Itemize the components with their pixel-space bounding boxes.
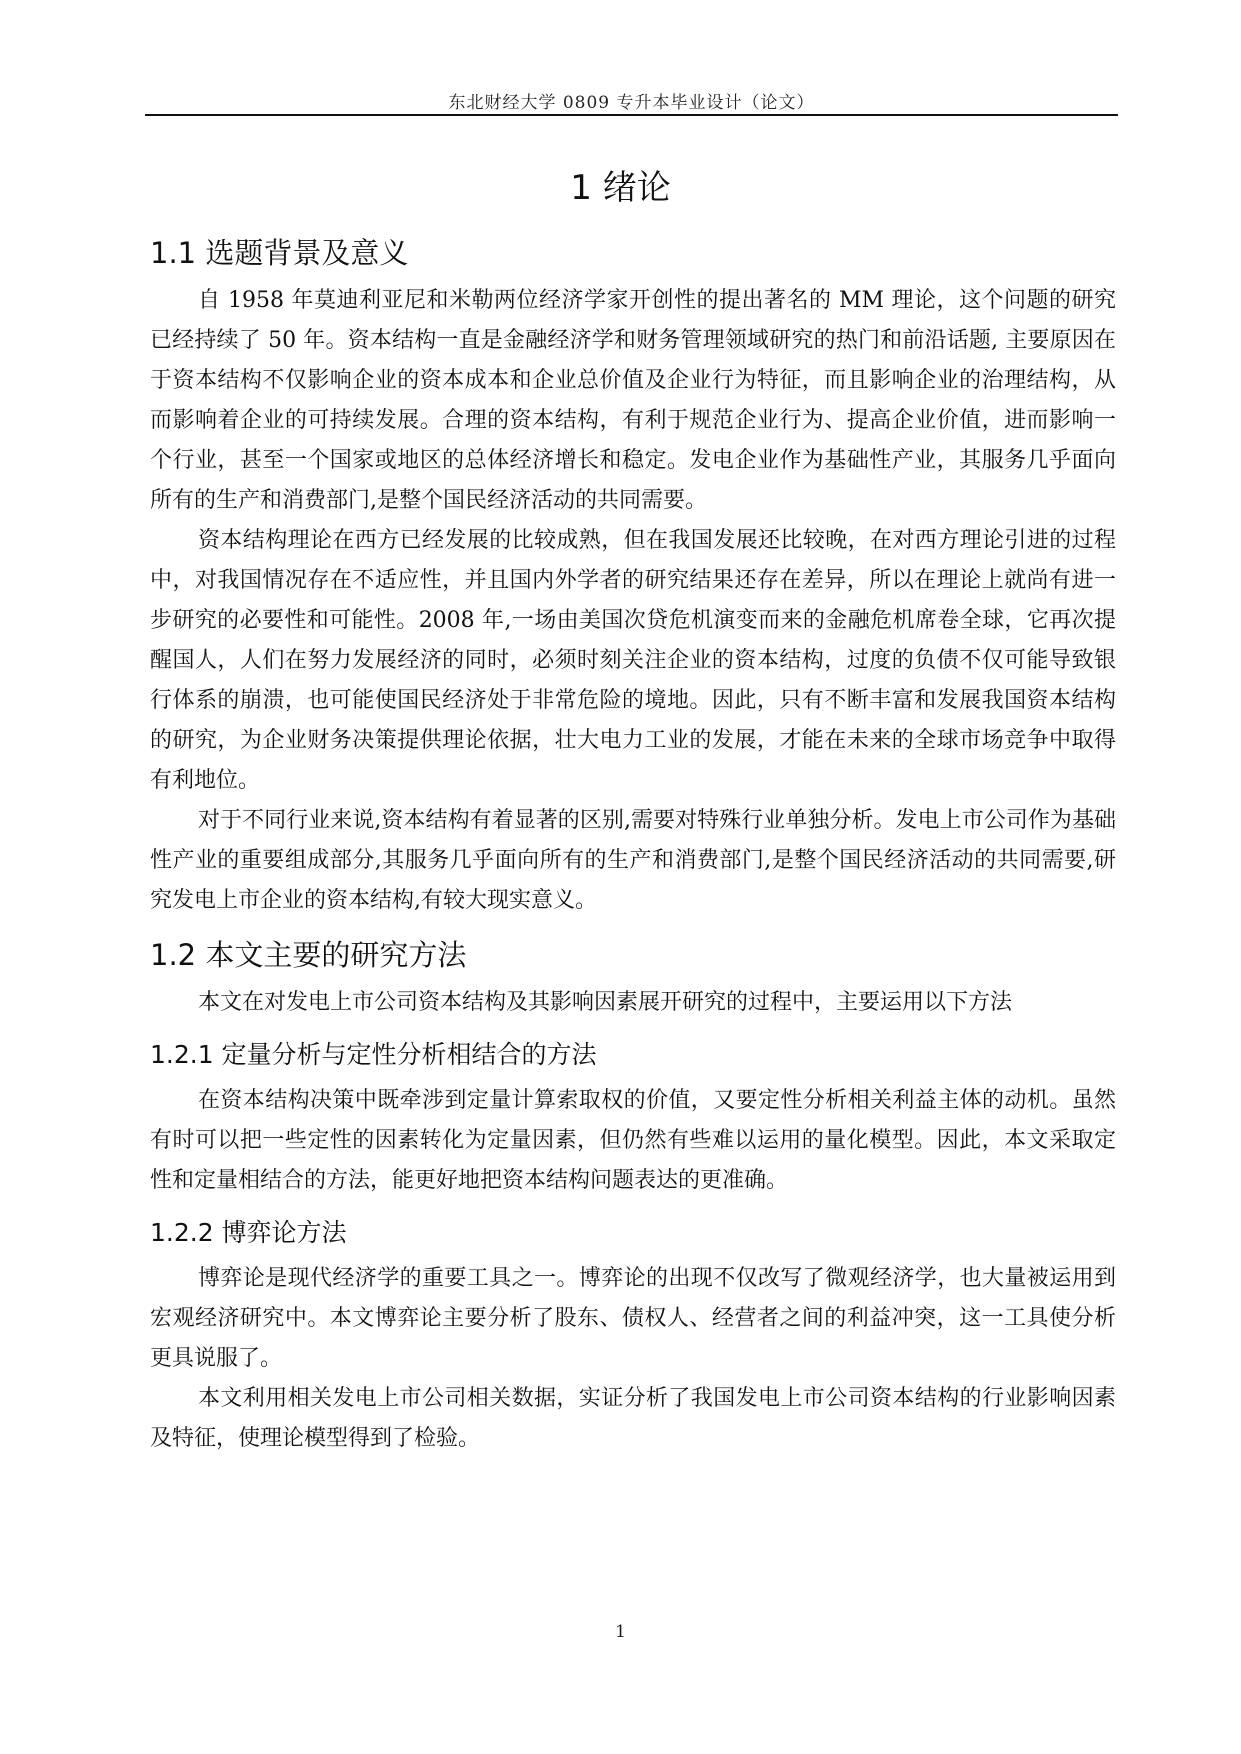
paragraph: 本文利用相关发电上市公司相关数据，实证分析了我国发电上市公司资本结构的行业影响因素及特征，使理论模型得到了检验。 <box>150 1386 1116 1451</box>
section-heading-1-2: 1.2 本文主要的研究方法 <box>150 938 467 972</box>
paragraph: 本文在对发电上市公司资本结构及其影响因素展开研究的过程中，主要运用以下方法 <box>198 990 1013 1015</box>
paragraph: 自 1958 年莫迪利亚尼和米勒两位经济学家开创性的提出著名的 MM 理论，这个问题的研究已经持续了 50 年。资本结构一直是金融经济学和财务管理领域研究的热门和前沿话题, 主要原因在于资本结构不仅影响企业的资本成本和企业总价值及企业行为特征，而且影响企业的治理结构，从而影响着企业的可持续发展。合理的资本结构，有利于规范企业行为、提高企业价值，进而影响一个行业，甚至一个国家或地区的总体经济增长和稳定。发电企业作为基础性产业，其服务几乎面向所有的生产和消费部门,是整个国民经济活动的共同需要。 <box>150 288 1116 513</box>
section-heading-1-1: 1.1 选题背景及意义 <box>150 236 409 270</box>
page-number: 1 <box>615 1622 626 1642</box>
header-rule <box>145 114 1118 116</box>
paragraph: 博弈论是现代经济学的重要工具之一。博弈论的出现不仅改写了微观经济学，也大量被运用到宏观经济研究中。本文博弈论主要分析了股东、债权人、经营者之间的利益冲突，这一工具使分析更具说服了。 <box>150 1266 1116 1371</box>
paragraph: 在资本结构决策中既牵涉到定量计算索取权的价值，又要定性分析相关利益主体的动机。虽然有时可以把一些定性的因素转化为定量因素，但仍然有些难以运用的量化模型。因此，本文采取定性和定量相结合的方法，能更好地把资本结构问题表达的更准确。 <box>150 1088 1116 1193</box>
chapter-title: 1 绪论 <box>570 168 671 208</box>
paragraph: 资本结构理论在西方已经发展的比较成熟，但在我国发展还比较晚，在对西方理论引进的过程中，对我国情况存在不适应性，并且国内外学者的研究结果还存在差异，所以在理论上就尚有进一步研究的必要性和可能性。2008 年,一场由美国次贷危机演变而来的金融危机席卷全球，它再次提醒国人，人们在努力发展经济的同时，必须时刻关注企业的资本结构，过度的负债不仅可能导致银行体系的崩溃，也可能使国民经济处于非常危险的境地。因此，只有不断丰富和发展我国资本结构的研究，为企业财务决策提供理论依据，壮大电力工业的发展，才能在未来的全球市场竞争中取得有利地位。 <box>150 528 1116 793</box>
section-heading-1-2-2: 1.2.2 博弈论方法 <box>150 1218 347 1247</box>
page-body <box>150 225 1116 1459</box>
header-title: 东北财经大学 0809 专升本毕业设计（论文） <box>448 93 815 113</box>
section-heading-1-2-1: 1.2.1 定量分析与定性分析相结合的方法 <box>150 1040 597 1069</box>
paragraph: 对于不同行业来说,资本结构有着显著的区别,需要对特殊行业单独分析。发电上市公司作为基础性产业的重要组成部分,其服务几乎面向所有的生产和消费部门,是整个国民经济活动的共同需要,研究发电上市企业的资本结构,有较大现实意义。 <box>150 808 1116 913</box>
